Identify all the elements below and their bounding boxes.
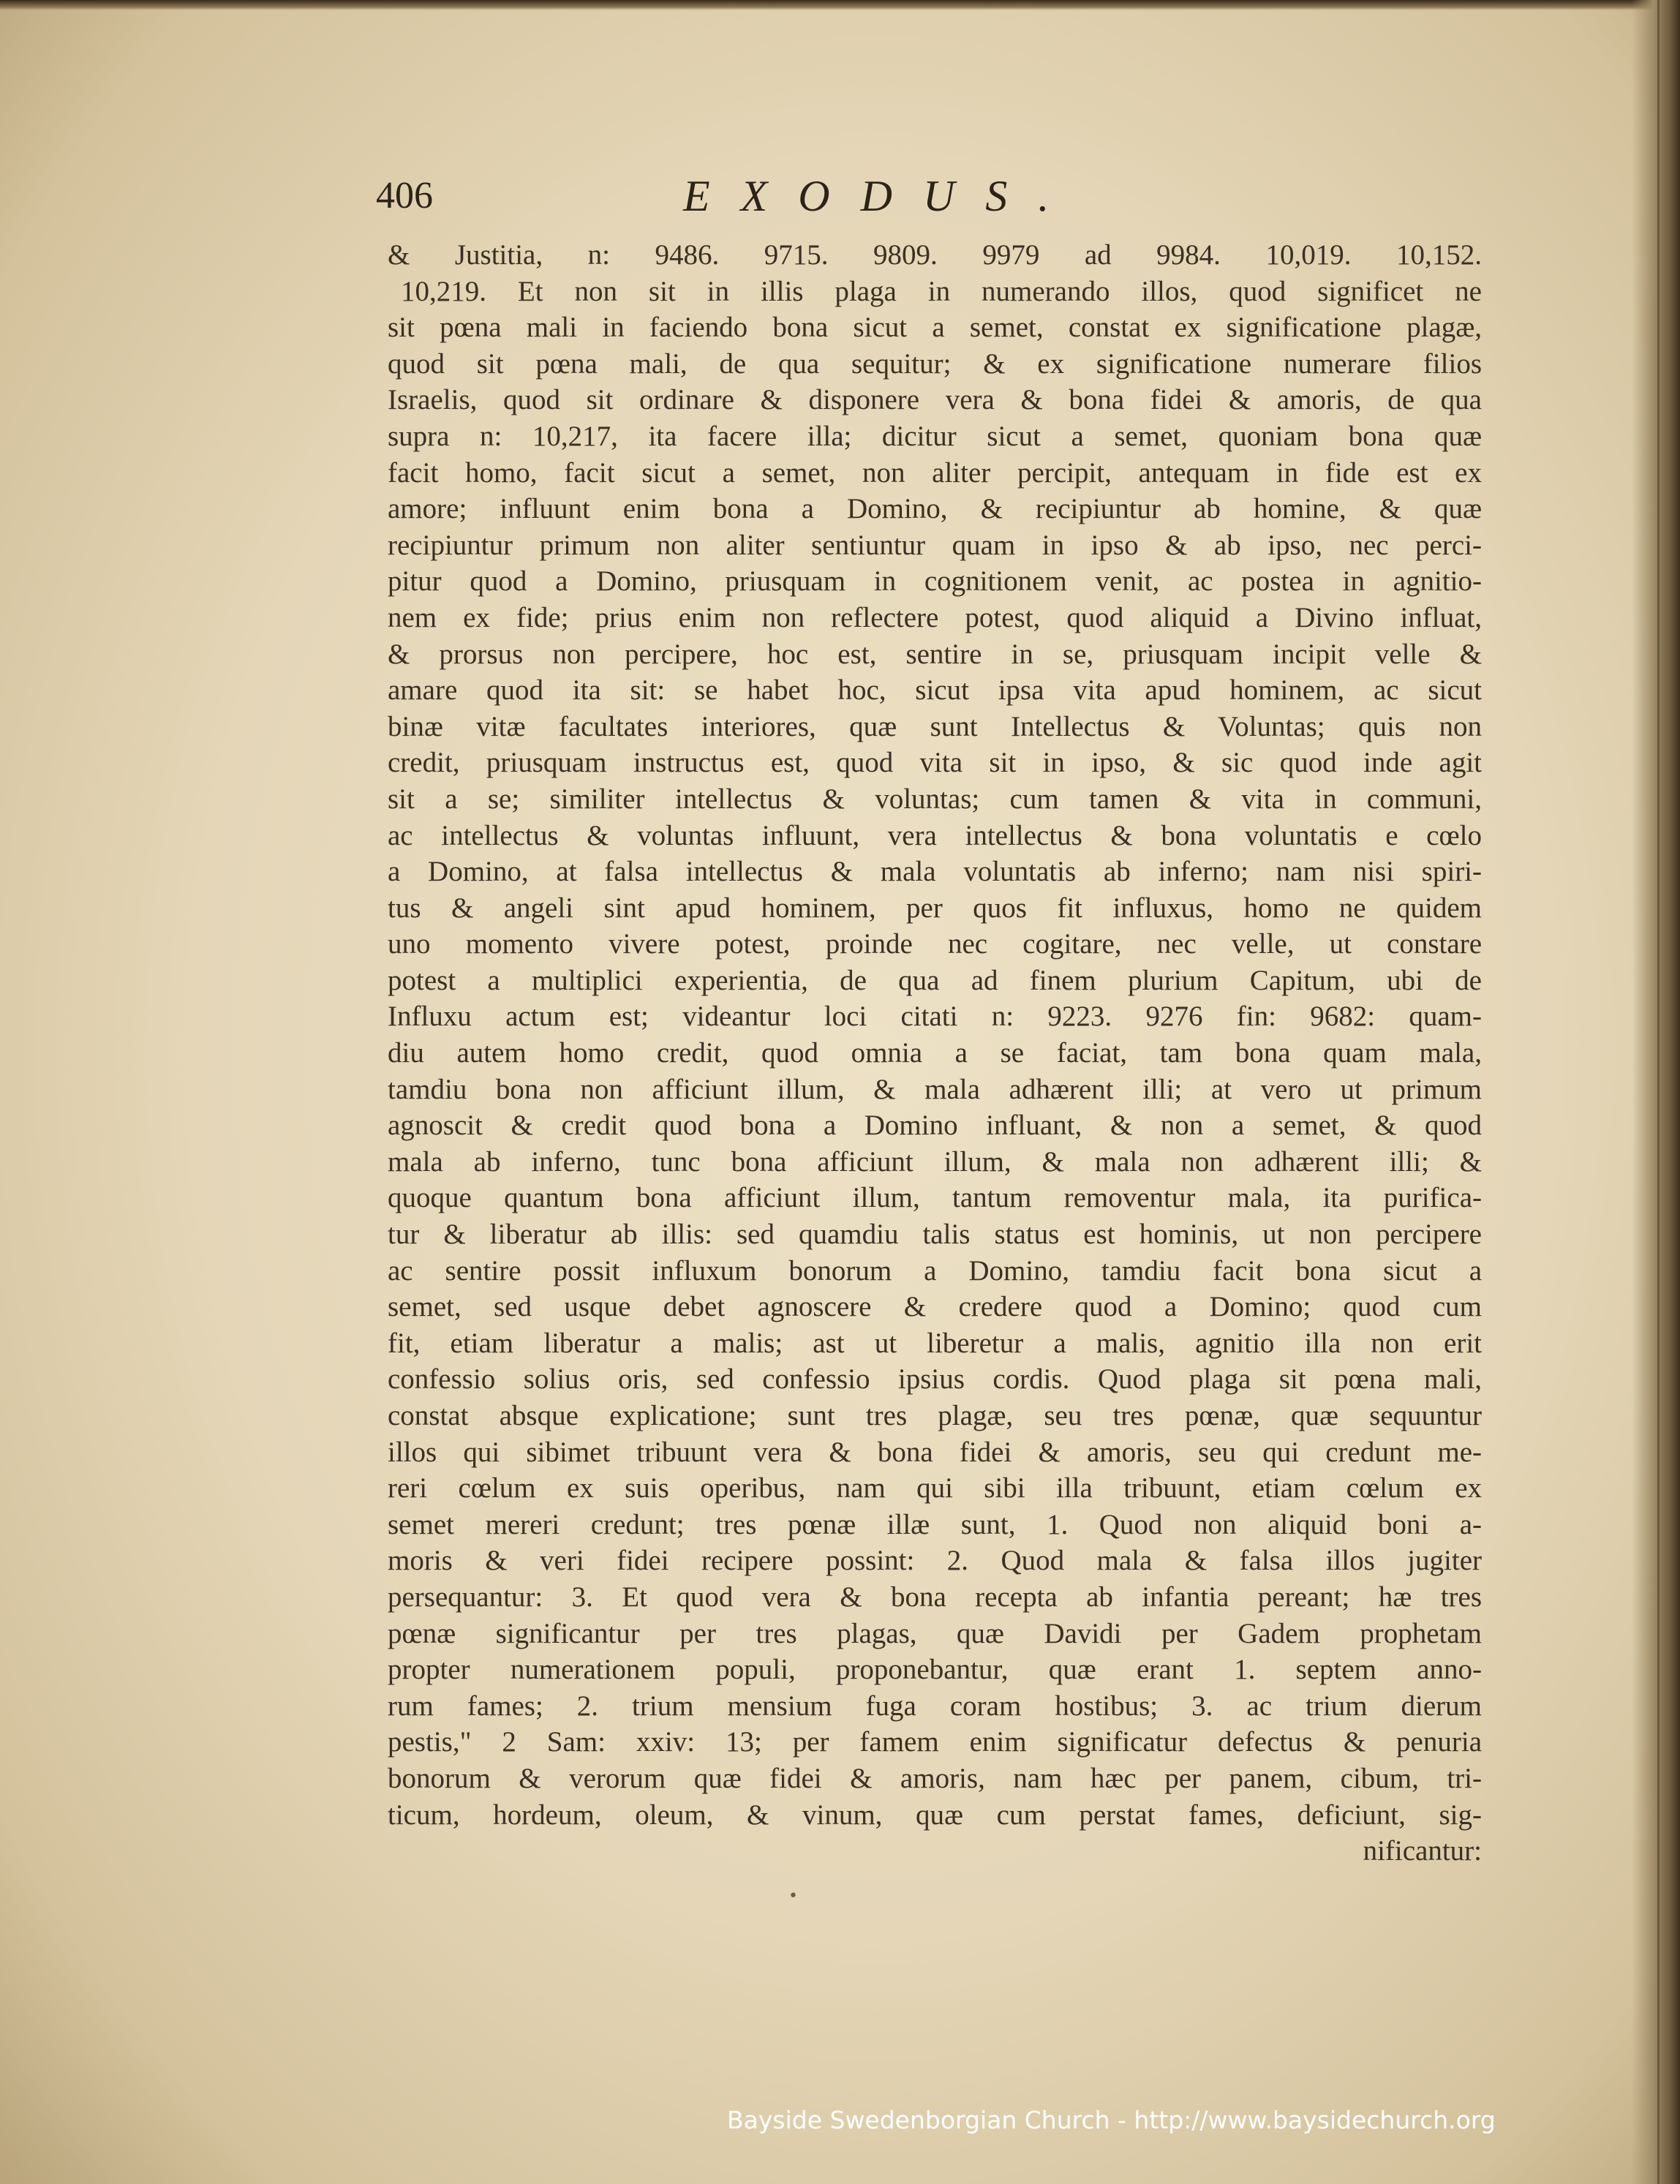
text-line: persequantur: 3. Et quod vera & bona recepta ab infantia pereant; hæ tres <box>388 1581 1482 1613</box>
text-line: quoque quantum bona afficiunt illum, tantum removentur mala, ita purifica- <box>388 1182 1482 1214</box>
text-line: pestis," 2 Sam: xxiv: 13; per famem enim significatur defectus & penuria <box>388 1726 1482 1758</box>
text-line: binæ vitæ facultates interiores, quæ sunt Intellectus & Voluntas; quis non <box>388 710 1482 742</box>
text-line: nem ex fide; prius enim non reflectere potest, quod aliquid a Divino influat, <box>388 601 1482 633</box>
text-line: tus & angeli sint apud hominem, per quos fit influxus, homo ne quidem <box>388 892 1482 924</box>
text-line: credit, priusquam instructus est, quod vita sit in ipso, & sic quod inde agit <box>388 747 1482 779</box>
text-line: 10,219. Et non sit in illis plaga in numerando illos, quod significet ne <box>401 275 1482 307</box>
text-line: reri cœlum ex suis operibus, nam qui sibi illa tribuunt, etiam cœlum ex <box>388 1472 1482 1505</box>
running-title: EXODUS. <box>683 172 1080 220</box>
text-line: agnoscit & credit quod bona a Domino influant, & non a semet, & quod <box>388 1110 1482 1142</box>
text-line: & prorsus non percipere, hoc est, sentire in se, priusquam incipit velle & <box>388 638 1482 670</box>
text-line: ticum, hordeum, oleum, & vinum, quæ cum perstat fames, deficiunt, sig- <box>388 1799 1482 1831</box>
text-line: constat absque explicatione; sunt tres plagæ, seu tres pœnæ, quæ sequuntur <box>388 1400 1482 1431</box>
page-top-edge <box>0 0 1680 10</box>
text-line: moris & veri fidei recipere possint: 2. Quod mala & falsa illos jugiter <box>388 1545 1482 1577</box>
text-line: bonorum & verorum quæ fidei & amoris, nam hæc per panem, cibum, tri- <box>388 1762 1482 1794</box>
text-line: amare quod ita sit: se habet hoc, sicut ipsa vita apud hominem, ac sicut <box>388 674 1482 707</box>
text-line: propter numerationem populi, proponebantur, quæ erant 1. septem anno- <box>388 1654 1482 1686</box>
text-line: Israelis, quod sit ordinare & disponere vera & bona fidei & amoris, de qua <box>388 384 1482 416</box>
text-line: amore; influunt enim bona a Domino, & recipiuntur ab homine, & quæ <box>388 493 1482 525</box>
text-line: semet mereri credunt; tres pœnæ illæ sunt, 1. Quod non aliquid boni a- <box>388 1508 1482 1540</box>
page-ornament: • <box>788 1887 798 1905</box>
text-line: uno momento vivere potest, proinde nec cogitare, nec velle, ut constare <box>388 928 1482 960</box>
text-line: mala ab inferno, tunc bona afficiunt illum, & mala non adhærent illi; & <box>388 1145 1482 1178</box>
text-line: ac sentire possit influxum bonorum a Domino, tamdiu facit bona sicut a <box>388 1254 1482 1287</box>
text-line: pitur quod a Domino, priusquam in cognitionem venit, ac postea in agnitio- <box>388 565 1482 598</box>
text-line: facit homo, facit sicut a semet, non aliter percipit, antequam in fide est ex <box>388 456 1482 489</box>
book-spine-shadow <box>1632 0 1680 2184</box>
text-line: rum fames; 2. trium mensium fuga coram hostibus; 3. ac trium dierum <box>388 1690 1482 1722</box>
text-line: nificantur: <box>1363 1835 1482 1867</box>
text-line: Influxu actum est; videantur loci citati n: 9223. 9276 fin: 9682: quam- <box>388 1001 1482 1033</box>
text-line: quod sit pœna mali, de qua sequitur; & ex significatione numerare filios <box>388 347 1482 380</box>
page-stack-line <box>1657 0 1660 2184</box>
body-text <box>388 237 1482 1869</box>
text-line: tamdiu bona non afficiunt illum, & mala adhærent illi; at vero ut primum <box>388 1073 1482 1105</box>
text-line: fit, etiam liberatur a malis; ast ut liberetur a malis, agnitio illa non erit <box>388 1327 1482 1359</box>
text-line: pœnæ significantur per tres plagas, quæ Davidi per Gadem prophetam <box>388 1617 1482 1649</box>
page-header <box>376 167 1488 233</box>
text-line: tur & liberatur ab illis: sed quamdiu talis status est hominis, ut non percipere <box>388 1219 1482 1251</box>
text-line: confessio solius oris, sed confessio ipsius cordis. Quod plaga sit pœna mali, <box>388 1363 1482 1396</box>
text-line: a Domino, at falsa intellectus & mala voluntatis ab inferno; nam nisi spiri- <box>388 856 1482 888</box>
text-line: ac intellectus & voluntas influunt, vera intellectus & bona voluntatis e cœlo <box>388 819 1482 851</box>
text-line: semet, sed usque debet agnoscere & credere quod a Domino; quod cum <box>388 1291 1482 1323</box>
text-line: sit a se; similiter intellectus & voluntas; cum tamen & vita in communi, <box>388 783 1482 815</box>
watermark-caption: Bayside Swedenborgian Church - http://www.baysidechurch.org <box>727 2106 1496 2134</box>
text-line: supra n: 10,217, ita facere illa; dicitur sicut a semet, quoniam bona quæ <box>388 420 1482 452</box>
page-number: 406 <box>376 175 433 216</box>
text-line: sit pœna mali in faciendo bona sicut a semet, constat ex significatione plagæ, <box>388 312 1482 344</box>
text-line: potest a multiplici experientia, de qua ad finem plurium Capitum, ubi de <box>388 964 1482 996</box>
text-line: diu autem homo credit, quod omnia a se faciat, tam bona quam mala, <box>388 1037 1482 1069</box>
text-line: recipiuntur primum non aliter sentiuntur quam in ipso & ab ipso, nec perci- <box>388 529 1482 561</box>
text-line: & Justitia, n: 9486. 9715. 9809. 9979 ad 9984. 10,019. 10,152. <box>388 239 1482 271</box>
text-line: illos qui sibimet tribuunt vera & bona fidei & amoris, seu qui credunt me- <box>388 1436 1482 1468</box>
